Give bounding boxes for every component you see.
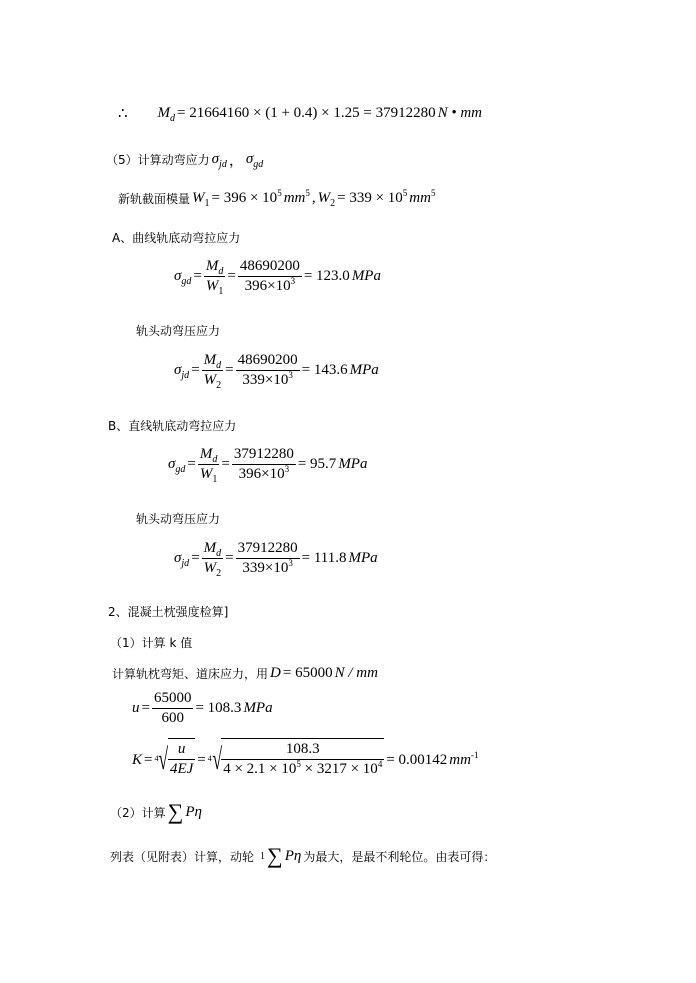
moment-symbol	[158, 105, 176, 122]
d-unit: N / mm	[334, 665, 378, 681]
numerator	[202, 352, 224, 371]
unit-text: mm	[449, 751, 471, 768]
sigma-sub: jd	[181, 370, 190, 381]
denominator	[236, 559, 300, 577]
formula-a1	[174, 258, 383, 295]
w-letter: W	[317, 190, 331, 206]
w1-symbol	[192, 190, 210, 207]
fraction-values	[236, 352, 300, 389]
sigma-gd	[246, 151, 263, 168]
equals: =	[191, 550, 200, 566]
den-sub: 2	[216, 568, 222, 579]
modulus-label: 新轨截面模量	[118, 192, 191, 206]
sigma-symbol: σ	[211, 151, 220, 167]
root-index: 4	[207, 754, 212, 763]
den-text: 396×10	[238, 466, 285, 482]
sigma-gd	[174, 268, 191, 285]
sigma-symbol: σ	[168, 456, 176, 472]
sigma-jd	[174, 362, 189, 379]
sigma-sub: gd	[175, 464, 186, 475]
p-eta: Pη	[284, 847, 302, 864]
numerator	[198, 446, 220, 465]
unit: MPa	[349, 362, 379, 378]
unit: MPa	[351, 268, 381, 284]
unit-exp: -1	[470, 749, 479, 760]
den-exp-b: 4	[377, 759, 383, 769]
w2-value	[337, 190, 407, 207]
comma: ,	[311, 190, 316, 206]
section-modulus	[118, 190, 437, 207]
radical-sign: √	[158, 743, 169, 776]
section-a-title: A、曲线轨底动弯拉应力	[112, 231, 241, 245]
denominator	[232, 465, 296, 483]
result: = 111.8	[301, 550, 347, 566]
step-2-title	[110, 799, 204, 824]
equals: =	[144, 751, 153, 768]
num-letter: M	[199, 446, 213, 462]
fourth-root-numeric	[208, 738, 385, 782]
section-b-title: B、直线轨底动弯拉应力	[108, 419, 237, 433]
numerator: 48690200	[236, 352, 300, 371]
denominator	[204, 277, 226, 295]
result: = 95.7	[297, 456, 337, 472]
unit-exp: 5	[430, 188, 436, 198]
unit-exp: 5	[305, 188, 310, 198]
conclusion-text-2: 为最大，是最不利轮位。由表可得：	[303, 849, 496, 864]
unit-text: mm	[283, 190, 306, 206]
den-letter: W	[205, 278, 219, 294]
result: = 123.0	[303, 268, 350, 284]
unit: MPa	[338, 456, 368, 472]
equals: =	[197, 751, 206, 768]
unit: MPa	[348, 550, 378, 566]
num-sub: d	[216, 360, 222, 371]
section-a-head: 轨头动弯压应力	[136, 324, 221, 338]
fraction-md-w1	[198, 446, 220, 483]
num-letter: M	[203, 352, 217, 368]
num-sub: d	[218, 266, 224, 277]
w1-value	[212, 190, 282, 207]
formula-b1	[168, 446, 369, 483]
comma: ，	[228, 153, 244, 169]
den-part-a: 4 × 2.1 × 10	[223, 761, 297, 777]
summation-symbol: ∑	[167, 799, 184, 824]
equals: =	[141, 700, 150, 716]
radical-sign: √	[212, 743, 222, 776]
section-2-title: 2、混凝土枕强度检算]	[108, 605, 229, 619]
den-part-b: × 3217 × 10	[300, 761, 378, 777]
fraction-u	[152, 690, 194, 727]
den-text: 396×10	[244, 278, 291, 294]
denominator: 4EJ	[169, 761, 194, 777]
sigma-sub: gd	[253, 159, 264, 170]
den-sub: 1	[218, 286, 224, 297]
denominator	[202, 371, 224, 389]
numerator: 108.3	[221, 741, 384, 760]
w2-symbol	[318, 190, 336, 207]
sigma-symbol: σ	[174, 268, 182, 284]
den-exp: 3	[290, 276, 296, 286]
step-1-title: （1）计算 k 值	[110, 636, 193, 650]
fraction-md-w2	[202, 540, 224, 577]
numerator	[204, 258, 226, 277]
root-index: 4	[154, 754, 159, 763]
result: = 108.3	[195, 700, 242, 716]
formula-u	[132, 690, 275, 727]
fraction-values	[221, 741, 384, 778]
den-exp-a: 5	[296, 759, 301, 769]
den-exp: 3	[288, 370, 293, 380]
wheel-index: 1	[260, 850, 266, 862]
den-text: 339×10	[242, 372, 289, 388]
numerator: u	[168, 741, 195, 760]
sigma-jd	[212, 151, 227, 168]
equals: =	[187, 456, 196, 472]
k-symbol: K	[132, 751, 143, 768]
step2-label: （2）计算	[110, 805, 166, 820]
calc-text: 计算轨枕弯矩、道床应力，用	[112, 667, 269, 681]
radicand	[221, 738, 384, 782]
formula-b2	[174, 540, 380, 577]
w2-exp: 5	[402, 188, 408, 198]
equals: =	[191, 362, 200, 378]
summation-symbol: ∑	[267, 843, 283, 868]
p-eta: Pη	[185, 803, 202, 820]
denominator: 600	[161, 710, 184, 726]
section-b-head: 轨头动弯压应力	[136, 512, 221, 526]
den-exp: 3	[288, 558, 293, 568]
numerator: 37912280	[232, 446, 296, 465]
d-symbol: D	[270, 665, 281, 681]
w1-value-text: = 396 × 10	[211, 190, 278, 206]
num-sub: d	[216, 548, 222, 559]
w2-value-text: = 339 × 10	[337, 190, 403, 206]
moment-formula	[118, 104, 484, 123]
den-text: 339×10	[242, 560, 289, 576]
formula-k	[132, 738, 480, 782]
den-exp: 3	[284, 464, 290, 474]
num-sub: d	[212, 454, 218, 465]
denominator	[198, 465, 220, 483]
step5-heading	[106, 149, 265, 170]
unit-text: mm	[409, 190, 431, 206]
sigma-symbol: σ	[174, 550, 182, 566]
denominator	[238, 277, 302, 295]
sigma-sub: jd	[181, 558, 190, 569]
equals: =	[225, 362, 234, 378]
d-value: = 65000	[282, 665, 333, 681]
w-letter: W	[192, 190, 205, 206]
w-sub: 2	[330, 198, 336, 209]
conclusion-line	[110, 843, 497, 868]
denominator	[221, 760, 384, 778]
den-letter: W	[199, 466, 213, 482]
num-letter: M	[205, 258, 219, 274]
numerator: 65000	[152, 690, 194, 709]
equals: =	[221, 456, 230, 472]
numerator: 37912280	[236, 540, 300, 559]
fraction-md-w1	[204, 258, 226, 295]
sigma-jd	[174, 550, 189, 567]
sigma-sub: gd	[181, 276, 192, 287]
num-letter: M	[203, 540, 217, 556]
numerator	[202, 540, 224, 559]
conclusion-text-1: 列表（见附表）计算，动轮	[110, 849, 255, 864]
w1-exp: 5	[277, 188, 282, 198]
radicand	[168, 738, 195, 782]
moment-sub: d	[170, 113, 176, 124]
denominator	[202, 559, 224, 577]
w1-unit	[284, 190, 310, 207]
step5-label: （5）计算动弯应力	[106, 153, 210, 167]
w-sub: 1	[204, 198, 210, 209]
den-letter: W	[203, 372, 217, 388]
fraction-values	[236, 540, 300, 577]
moment-unit: N • mm	[437, 105, 483, 121]
calc-line	[112, 665, 380, 682]
den-sub: 2	[216, 380, 222, 391]
denominator	[236, 371, 300, 389]
equals: =	[225, 550, 234, 566]
sigma-sub: jd	[219, 159, 227, 170]
formula-a2	[174, 352, 381, 389]
therefore-symbol: ∴	[118, 106, 128, 122]
equals: =	[227, 268, 236, 284]
fourth-root-symbolic	[154, 738, 195, 782]
result: = 143.6	[301, 362, 348, 378]
moment-M: M	[157, 105, 171, 121]
fraction-values	[232, 446, 296, 483]
numerator: 48690200	[238, 258, 302, 277]
sigma-symbol: σ	[245, 151, 254, 167]
fraction-md-w2	[202, 352, 224, 389]
fraction-u-4ej	[168, 741, 195, 778]
sigma-gd	[168, 456, 185, 473]
den-sub: 1	[212, 474, 218, 485]
equals: =	[193, 268, 202, 284]
u-symbol: u	[132, 700, 140, 716]
fraction-values	[238, 258, 302, 295]
unit: MPa	[243, 700, 273, 716]
moment-expression: = 21664160 × (1 + 0.4) × 1.25 = 37912280	[177, 105, 436, 121]
den-letter: W	[203, 560, 217, 576]
sigma-symbol: σ	[174, 362, 182, 378]
unit	[449, 749, 479, 769]
w2-unit	[409, 190, 435, 207]
result: = 0.00142	[386, 751, 448, 768]
